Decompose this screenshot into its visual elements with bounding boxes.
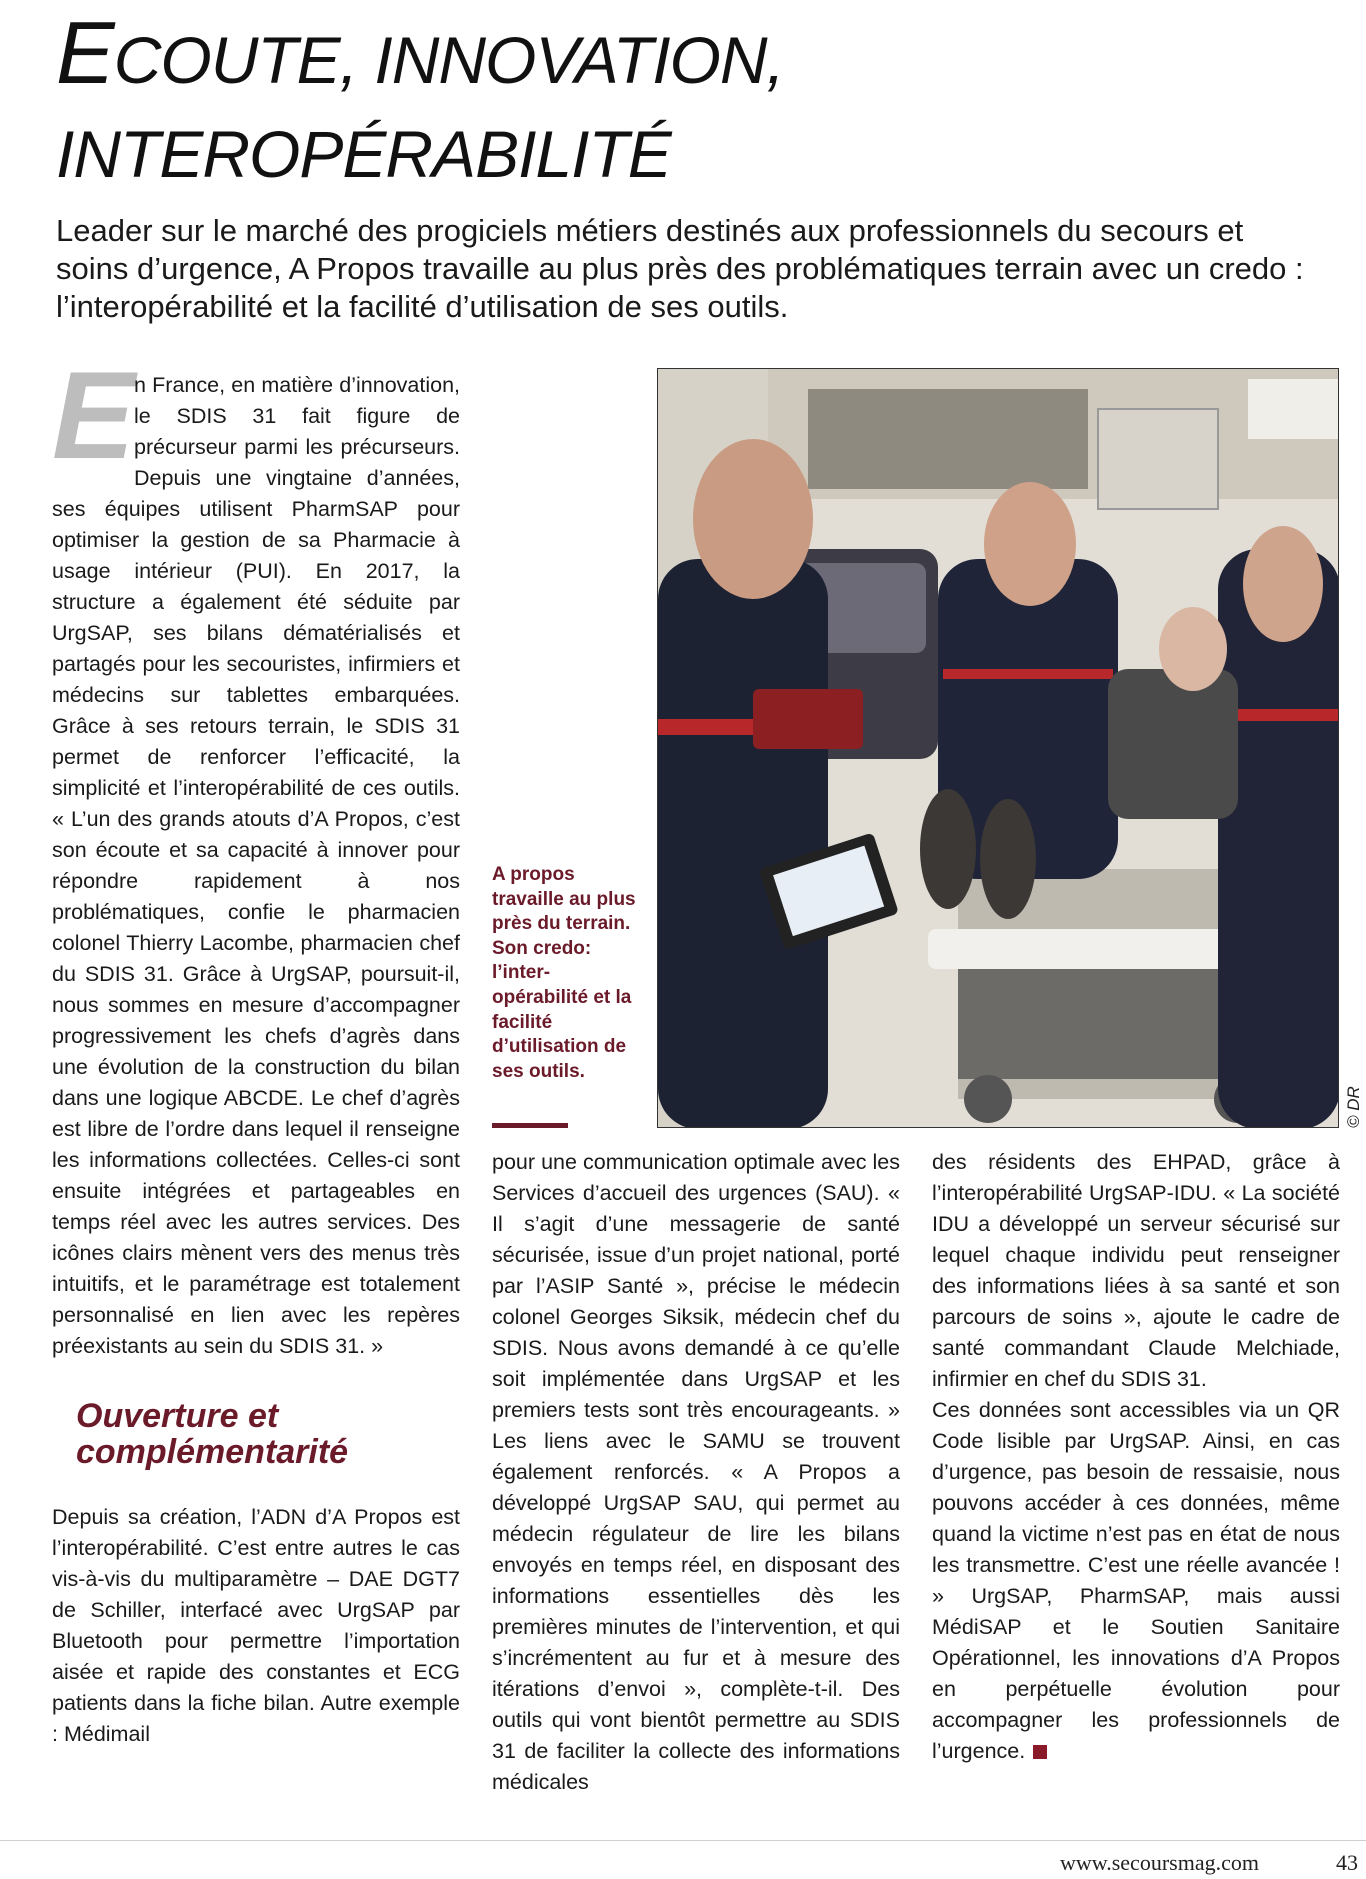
paragraph: En France, en matière d’innovation, le SDIS 31 fait figure de précurseur parmi les précurseurs. Depuis une vingtaine d’années, ses équipes utilisent PharmSAP pour optimiser la gestion de sa Pharmacie à usage intérieur (PUI). En 2017, la structure a également été séduite par UrgSAP, ses bilans dématérialisés et partagés pour les secouristes, infirmiers et médecins sur tablettes embarquées. Grâce à ses retours terrain, le SDIS 31 permet de renforcer l’efficacité, la simplicité et l’interopérabilité de ces outils. « L’un des grands atouts d’A Propos, c’est son écoute et sa capacité à innover pour répondre rapidement à nos problématiques, confie le pharmacien colonel Thierry Lacombe, pharmacien chef du SDIS 31. Grâce à UrgSAP, poursuit-il, nous sommes en mesure d’accompagner progressivement les chefs d’agrès dans une évolution de la construction du bilan dans une logique ABCDE. Le chef d’agrès est libre de l’ordre dans lequel il renseigne les informations collectées. Celles-ci sont ensuite intégrées et partageables en temps réel avec les autres services. Des icônes clairs mènent vers des menus très intuitifs, et le paramétrage est totalement personnalisé en lien avec les repères préexistants au sein du SDIS 31. » [52,347,460,1358]
title-line-1: ECOUTE, INNOVATION, [56,3,784,102]
paragraph: des résidents des EHPAD, grâce à l’interopérabilité UrgSAP-IDU. « La société IDU a développé un serveur sécurisé sur lequel chaque individu peut renseigner des informations liées à sa santé et son parcours de soins », ajoute le cadre de santé commandant Claude Melchiade, infirmier en chef du SDIS 31. [932,1150,1340,1391]
ambulance-photo-illustration [658,369,1339,1128]
footer-website-link[interactable]: www.secoursmag.com [1060,1850,1259,1875]
section-subhead: Ouverture et complémentarité [76,1397,349,1471]
article-lead: Leader sur le marché des progiciels métiers destinés aux professionnels du secours et soins d’urgence, A Propos travaille au plus près des problématiques terrain avec un credo : l’interopérabilité et la facilité d’utilisation de ses outils. [56,213,1304,324]
paragraph: Depuis sa création, l’ADN d’A Propos est l’interopérabilité. C’est entre autres le cas vis-à-vis du multiparamètre – DAE DGT7 de Schiller, interfacé avec UrgSAP par Bluetooth pour permettre l’importation aisée et rapide des constantes et ECG patients dans la fiche bilan. Autre exemple : Médimail [52,1505,460,1746]
photo-caption: A propos travaille au plus près du terrain. Son credo: l’inter-opérabilité et la facilité d’utilisation de ses outils. [492,864,636,1082]
title-line-2: INTEROPÉRABILITÉ [56,117,671,191]
paragraph: Ces données sont accessibles via un QR Code lisible par UrgSAP. Ainsi, en cas d’urgence, pas besoin de ressaisie, nous pouvons accéder à ces données, même quand la victime n’est pas en état de nous les transmettre. C’est une réelle avancée ! » UrgSAP, PharmSAP, mais aussi MédiSAP et le Soutien Sanitaire Opérationnel, les innovations d’A Propos en perpétuelle évolution pour accompagner les professionnels de l’urgence. [932,1398,1340,1763]
article-column-1 [52,347,460,1750]
caption-rule [492,1123,568,1128]
article-column-3 [932,1147,1340,1767]
paragraph: pour une communication optimale avec les Services d’accueil des urgences (SAU). « Il s’agit d’une messagerie de santé sécurisée, issue d’un projet national, porté par l’ASIP Santé », précise le médecin colonel Georges Siksik, médecin chef du SDIS. Nous avons demandé à ce qu’elle soit implémentée dans UrgSAP et les premiers tests sont très encourageants. » Les liens avec le SAMU se trouvent également renforcés. « A Propos a développé UrgSAP SAU, qui permet au médecin régulateur de lire les bilans envoyés en temps réel, en disposant des informations essentielles dès les premières minutes de l’intervention, et qui s’incrémentent au fur et à mesure des itérations d’envoi », complète-t-il. Des outils qui vont bientôt permettre au SDIS 31 de faciliter la collecte des informations médicales [492,1150,900,1794]
photo-credit: © DR [1344,1086,1363,1128]
article-title [56,3,1056,201]
article-column-2 [492,1147,900,1798]
page-number: 43 [1336,1850,1358,1875]
end-mark-icon [1033,1745,1047,1759]
footer-divider [0,1840,1366,1841]
article-photo [657,368,1339,1128]
drop-cap: E [52,347,135,485]
